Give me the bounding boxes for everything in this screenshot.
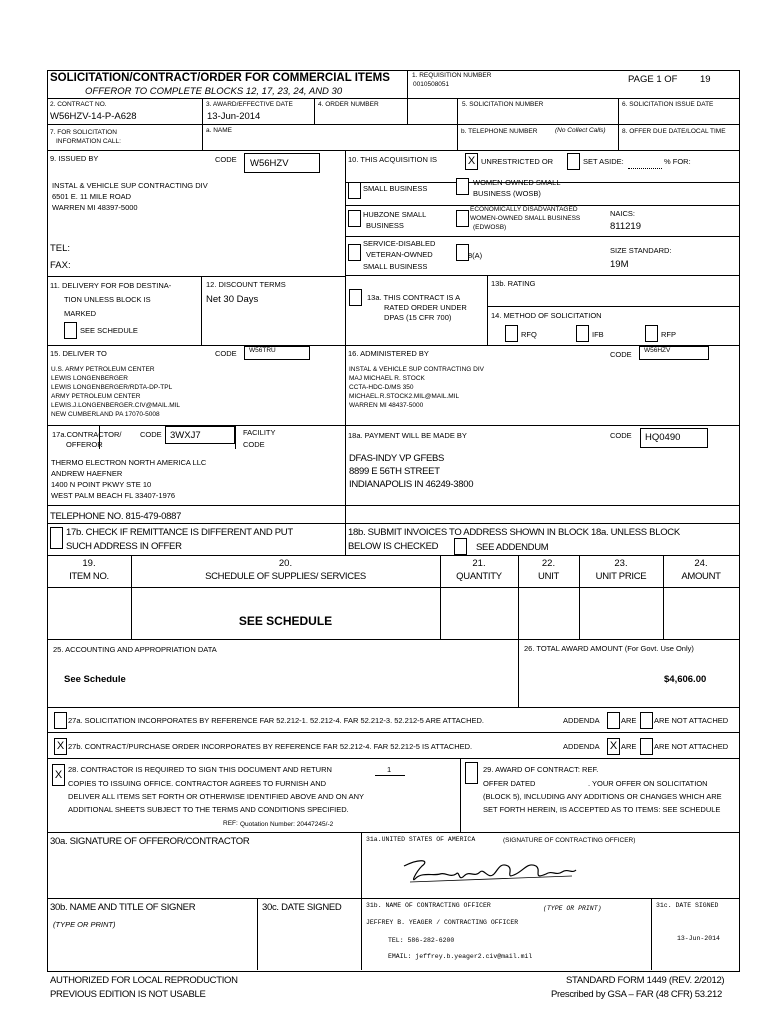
- percent-for-label: % FOR:: [664, 157, 691, 166]
- hubzone-label: HUBZONE SMALL: [363, 210, 427, 219]
- small-business-label: SMALL BUSINESS: [363, 184, 428, 193]
- 31b-label: 31b. NAME OF CONTRACTING OFFICER: [366, 902, 491, 909]
- small-business-checkbox[interactable]: [348, 182, 361, 199]
- hubzone-label: BUSINESS: [366, 221, 404, 230]
- deliver-to-label: 15. DELIVER TO: [50, 349, 107, 358]
- edwosb-label: ECONOMICALLY DISADVANTAGED: [470, 206, 578, 213]
- sdvosb-label: SERVICE-DISABLED: [363, 239, 436, 248]
- deliver-to-line: ARMY PETROLEUM CENTER: [51, 393, 141, 400]
- rule: [47, 150, 739, 151]
- rule: [618, 98, 619, 150]
- administered-by-code: W56HZV: [644, 347, 671, 354]
- 31c-label: 31c. DATE SIGNED: [656, 902, 719, 909]
- 28-text: 28. CONTRACTOR IS REQUIRED TO SIGN THIS DOCUMENT AND RETURN: [68, 765, 332, 774]
- rule: [235, 425, 236, 449]
- 31b-sub: (TYPE OR PRINT): [543, 905, 602, 912]
- ref-value: Quotation Number: 20447245/-2: [240, 821, 334, 828]
- rule: [47, 425, 739, 426]
- officer-name: JEFFREY B. YEAGER / CONTRACTING OFFICER: [366, 919, 519, 926]
- 30b-sub: (TYPE OR PRINT): [53, 920, 116, 929]
- rule: [47, 639, 739, 640]
- hubzone-checkbox[interactable]: [348, 210, 361, 227]
- rule: [457, 98, 458, 150]
- payment-code: HQ0490: [645, 432, 681, 443]
- rule: [345, 236, 739, 237]
- rated-order-checkbox[interactable]: [349, 289, 362, 306]
- ref-label: REF:: [223, 820, 238, 827]
- 28-copies-line: [375, 775, 405, 776]
- issued-by-label: 9. ISSUED BY: [50, 154, 99, 163]
- administered-by-line: MICHAEL.R.STOCK2.MIL@MAIL.MIL: [349, 393, 460, 400]
- administered-by-label: 16. ADMINISTERED BY: [348, 349, 429, 358]
- rfp-checkbox[interactable]: [645, 325, 658, 342]
- 27b-checkbox[interactable]: X: [54, 738, 67, 755]
- award-date-label: 3. AWARD/EFFECTIVE DATE: [206, 101, 293, 108]
- delivery-label: 11. DELIVERY FOR FOB DESTINA-: [50, 281, 172, 290]
- rule: [47, 898, 739, 899]
- administered-by-line: CCTA-HDC-D/MS 350: [349, 384, 414, 391]
- contractor-code: 3WXJ7: [170, 430, 201, 441]
- 29-text: . YOUR OFFER ON SOLICITATION: [588, 779, 708, 788]
- facility-code-label: FACILITY: [243, 428, 276, 437]
- accounting-value: See Schedule: [64, 674, 126, 685]
- 28-text: ADDITIONAL SHEETS SUBJECT TO THE TERMS AND CONDITIONS SPECIFIED.: [68, 805, 349, 814]
- col-amount: AMOUNT: [681, 571, 721, 582]
- 27a-are-not: ARE NOT ATTACHED: [654, 716, 729, 725]
- rule: [47, 732, 739, 733]
- rated-order-label: RATED ORDER UNDER: [384, 303, 467, 312]
- discount-terms: Net 30 Days: [206, 294, 259, 305]
- sdvosb-label: SMALL BUSINESS: [363, 262, 428, 271]
- 27b-are: ARE: [621, 742, 637, 751]
- rule: [47, 555, 739, 556]
- size-standard-label: SIZE STANDARD:: [610, 246, 672, 255]
- issued-by-code-label: CODE: [215, 155, 237, 164]
- form-title: SOLICITATION/CONTRACT/ORDER FOR COMMERCIAL ITEMS: [50, 72, 390, 84]
- administered-by-code-label: CODE: [610, 350, 632, 359]
- remittance-label: 17b. CHECK IF REMITTANCE IS DIFFERENT AND PUT: [66, 527, 293, 538]
- name-label: a. NAME: [206, 127, 233, 134]
- deliver-to-line: LEWIS.J.LONGENBERGER.CIV@MAIL.MIL: [51, 402, 181, 409]
- set-aside-label: SET ASIDE:: [583, 157, 624, 166]
- col-23-num: 23.: [614, 558, 628, 569]
- see-schedule-checkbox[interactable]: [64, 322, 77, 339]
- facility-code-label: CODE: [243, 440, 265, 449]
- unrestricted-checkbox[interactable]: X: [465, 153, 478, 170]
- rule: [47, 345, 739, 346]
- issued-by-code: W56HZV: [250, 158, 289, 169]
- delivery-label: TION UNLESS BLOCK IS: [64, 295, 151, 304]
- rule: [47, 98, 739, 99]
- 27a-addenda: ADDENDA: [563, 716, 600, 725]
- rule: [201, 276, 202, 345]
- wosb-label: BUSINESS (WOSB): [473, 189, 541, 198]
- 31a-usa: 31a.UNITED STATES OF AMERICA: [366, 836, 476, 843]
- rating-label: 13b. RATING: [491, 279, 536, 288]
- rule: [47, 505, 739, 506]
- 29-text: (BLOCK 5), INCLUDING ANY ADDITIONS OR CHANGES WHICH ARE: [483, 792, 722, 801]
- deliver-to-line: LEWIS LONGENBERGER/RDTA-DP-TPL: [51, 384, 173, 391]
- solicitation-number-label: 5. SOLICITATION NUMBER: [462, 101, 544, 108]
- contractor-label: OFFEROR: [66, 440, 103, 449]
- contractor-line: 1400 N POINT PKWY STE 10: [51, 480, 152, 489]
- contractor-code-label: CODE: [140, 430, 162, 439]
- administered-by-line: WARREN MI 48437-5000: [349, 402, 424, 409]
- contractor-line: THERMO ELECTRON NORTH AMERICA LLC: [51, 458, 207, 467]
- deliver-to-code: W56TRU: [249, 347, 276, 354]
- see-schedule-label: SEE SCHEDULE: [80, 326, 138, 335]
- 29-checkbox[interactable]: [465, 762, 478, 784]
- acquisition-label: 10. THIS ACQUISITION IS: [348, 155, 438, 164]
- col-quantity: QUANTITY: [456, 571, 502, 582]
- 29-text: OFFER DATED: [483, 779, 536, 788]
- rule: [47, 523, 739, 524]
- telephone-label: b. TELEPHONE NUMBER: [461, 128, 538, 135]
- rule: [257, 898, 258, 970]
- col-unit: UNIT: [538, 571, 559, 582]
- 27a-are-not-checkbox[interactable]: [640, 712, 653, 729]
- award-date: 13-Jun-2014: [207, 111, 261, 122]
- no-collect-calls: (No Collect Calls): [555, 127, 606, 134]
- discount-terms-label: 12. DISCOUNT TERMS: [206, 280, 286, 289]
- submit-invoices-label: 18b. SUBMIT INVOICES TO ADDRESS SHOWN IN BLOCK 18a. UNLESS BLOCK: [348, 527, 680, 538]
- col-24-num: 24.: [694, 558, 708, 569]
- page-label: PAGE 1 OF: [628, 74, 678, 85]
- footer-prescribed: Prescribed by GSA – FAR (48 CFR) 53.212: [551, 989, 722, 1000]
- payment-line: INDIANAPOLIS IN 46249-3800: [349, 479, 474, 490]
- rule: [361, 832, 362, 970]
- rule: [518, 639, 519, 707]
- issued-by-line: INSTAL & VEHICLE SUP CONTRACTING DIV: [52, 181, 208, 190]
- col-21-num: 21.: [472, 558, 486, 569]
- 28-text: DELIVER ALL ITEMS SET FORTH OR OTHERWISE IDENTIFIED ABOVE AND ON ANY: [68, 792, 365, 801]
- rule: [314, 98, 315, 124]
- issued-by-line: WARREN MI 48397-5000: [52, 203, 138, 212]
- footer-form-number: STANDARD FORM 1449 (REV. 2/2012): [566, 975, 725, 986]
- officer-tel: TEL: 586-282-6200: [388, 937, 455, 944]
- 28-text: COPIES TO ISSUING OFFICE. CONTRACTOR AGREES TO FURNISH AND: [68, 779, 327, 788]
- see-addendum-checkbox[interactable]: [454, 538, 467, 555]
- requisition-number-label: 1. REQUISITION NUMBER: [412, 72, 492, 79]
- accounting-label: 25. ACCOUNTING AND APPROPRIATION DATA: [53, 645, 217, 654]
- officer-email: EMAIL: jeffrey.b.yeager2.civ@mail.mil: [388, 953, 533, 960]
- officer-signature: [400, 856, 580, 890]
- contractor-phone: TELEPHONE NO. 815-479-0887: [50, 511, 182, 522]
- rfp-label: RFP: [661, 330, 676, 339]
- payment-line: DFAS-INDY VP GFEBS: [349, 453, 445, 464]
- rfq-label: RFQ: [521, 330, 537, 339]
- rule: [460, 758, 461, 832]
- contract-no-label: 2. CONTRACT NO.: [50, 101, 107, 108]
- payment-label: 18a. PAYMENT WILL BE MADE BY: [348, 431, 467, 440]
- 30a-label: 30a. SIGNATURE OF OFFEROR/CONTRACTOR: [50, 836, 250, 847]
- 30b-label: 30b. NAME AND TITLE OF SIGNER: [50, 902, 196, 913]
- ifb-label: IFB: [592, 330, 604, 339]
- col-19-num: 19.: [82, 558, 96, 569]
- delivery-label: MARKED: [64, 309, 97, 318]
- requisition-number: 0010508051: [413, 81, 450, 88]
- col-22-num: 22.: [541, 558, 556, 569]
- col-unit-price: UNIT PRICE: [595, 571, 647, 582]
- administered-by-line: MAJ MICHAEL R. STOCK: [349, 375, 425, 382]
- rule: [651, 898, 652, 970]
- contract-no: W56HZV-14-P-A628: [50, 111, 137, 122]
- edwosb-label: WOMEN-OWNED SMALL BUSINESS: [470, 215, 581, 222]
- deliver-to-line: LEWIS LONGENBERGER: [51, 375, 128, 382]
- sdvosb-label: VETERAN-OWNED: [366, 250, 433, 259]
- edwosb-label: (EDWOSB): [473, 224, 507, 231]
- set-aside-checkbox[interactable]: [567, 153, 580, 170]
- 27a-are-checkbox[interactable]: [607, 712, 620, 729]
- 31a-signature-label: (SIGNATURE OF CONTRACTING OFFICER): [503, 837, 636, 844]
- administered-by-line: INSTAL & VEHICLE SUP CONTRACTING DIV: [349, 366, 484, 373]
- 27b-text: 27b. CONTRACT/PURCHASE ORDER INCORPORATES BY REFERENCE FAR 52.212-4. FAR 52.212-5 IS ATTACHED.: [68, 742, 473, 751]
- payment-line: 8899 E 56TH STREET: [349, 466, 440, 477]
- issued-by-line: 6501 E. 11 MILE ROAD: [52, 192, 132, 201]
- rule: [47, 832, 739, 833]
- 27b-addenda: ADDENDA: [563, 742, 600, 751]
- rule: [47, 758, 739, 759]
- 29-text: 29. AWARD OF CONTRACT: REF.: [483, 765, 599, 774]
- footer-authorized: AUTHORIZED FOR LOCAL REPRODUCTION: [50, 975, 238, 986]
- 27b-are-checkbox[interactable]: X: [607, 738, 620, 755]
- edwosb-checkbox[interactable]: [456, 210, 469, 227]
- col-item-no: ITEM NO.: [69, 571, 109, 582]
- deliver-to-line: NEW CUMBERLAND PA 17070-5008: [51, 411, 160, 418]
- 27b-are-not-checkbox[interactable]: [640, 738, 653, 755]
- deliver-to-line: U.S. ARMY PETROLEUM CENTER: [51, 366, 155, 373]
- rule: [202, 98, 203, 150]
- contractor-label: 17a.CONTRACTOR/: [52, 430, 122, 439]
- offer-due-label: 8. OFFER DUE DATE/LOCAL TIME: [622, 128, 726, 135]
- 28-checkbox[interactable]: X: [52, 764, 65, 786]
- date-signed: 13-Jun-2014: [677, 935, 720, 942]
- information-call-label: INFORMATION CALL:: [56, 138, 121, 145]
- 27a-are: ARE: [621, 716, 637, 725]
- method-label: 14. METHOD OF SOLICITATION: [491, 311, 602, 320]
- solicitation-date-label: 6. SOLICITATION ISSUE DATE: [622, 101, 714, 108]
- rule: [487, 306, 739, 307]
- see-addendum-label: SEE ADDENDUM: [476, 542, 549, 553]
- rated-order-label: DPAS (15 CFR 700): [384, 313, 452, 322]
- contractor-line: ANDREW HAEFNER: [51, 469, 123, 478]
- contractor-line: WEST PALM BEACH FL 33407-1976: [51, 491, 176, 500]
- page-total: 19: [700, 74, 711, 85]
- rfq-checkbox[interactable]: [505, 325, 518, 342]
- payment-code-label: CODE: [610, 431, 632, 440]
- order-number-label: 4. ORDER NUMBER: [318, 101, 379, 108]
- unrestricted-label: UNRESTRICTED OR: [481, 157, 554, 166]
- 29-text: SET FORTH HEREIN, IS ACCEPTED AS TO ITEMS: SEE SCHEDULE: [483, 805, 721, 814]
- deliver-to-code-label: CODE: [215, 349, 237, 358]
- total-award-label: 26. TOTAL AWARD AMOUNT (For Govt. Use Only): [524, 644, 694, 653]
- 27a-checkbox[interactable]: [54, 712, 67, 729]
- rule: [345, 275, 739, 276]
- col-20-num: 20.: [278, 558, 293, 569]
- ifb-checkbox[interactable]: [576, 325, 589, 342]
- naics-label: NAICS:: [610, 209, 636, 218]
- wosb-checkbox[interactable]: [456, 178, 469, 195]
- rule: [345, 150, 346, 555]
- naics-value: 811219: [610, 221, 641, 232]
- rule: [487, 275, 488, 345]
- rule: [47, 707, 739, 708]
- 27a-text: 27a. SOLICITATION INCORPORATES BY REFERENCE FAR 52.212-1. 52.212-4. FAR 52.212-3. 52.212-5 ARE ATTACHED.: [68, 716, 484, 725]
- total-award-amount: $4,606.00: [664, 674, 707, 685]
- col-schedule: SCHEDULE OF SUPPLIES/ SERVICES: [205, 571, 366, 582]
- tel-label: TEL:: [50, 243, 71, 254]
- remittance-checkbox[interactable]: [50, 527, 63, 549]
- rule: [47, 276, 345, 277]
- 28-copies: 1: [387, 765, 392, 774]
- remittance-label: SUCH ADDRESS IN OFFER: [66, 541, 182, 552]
- submit-invoices-label: BELOW IS CHECKED: [348, 541, 439, 552]
- see-schedule-text: SEE SCHEDULE: [238, 614, 333, 628]
- rule: [407, 70, 408, 124]
- eight-a-label: 8(A): [468, 251, 483, 260]
- percent-field[interactable]: [628, 168, 662, 169]
- form-subtitle: OFFEROR TO COMPLETE BLOCKS 12, 17, 23, 24, AND 30: [85, 86, 343, 97]
- 27b-are-not: ARE NOT ATTACHED: [654, 742, 729, 751]
- fax-label: FAX:: [50, 260, 71, 271]
- 30c-label: 30c. DATE SIGNED: [262, 902, 342, 913]
- rule: [47, 124, 739, 125]
- for-solicitation-label: 7. FOR SOLICITATION: [50, 129, 117, 136]
- wosb-label: WOMEN-OWNED SMALL: [473, 178, 561, 187]
- footer-previous-edition: PREVIOUS EDITION IS NOT USABLE: [50, 989, 206, 1000]
- sdvosb-checkbox[interactable]: [348, 244, 361, 261]
- rule: [47, 587, 739, 588]
- rated-order-label: 13a. THIS CONTRACT IS A: [367, 293, 461, 302]
- size-standard-value: 19M: [610, 259, 629, 270]
